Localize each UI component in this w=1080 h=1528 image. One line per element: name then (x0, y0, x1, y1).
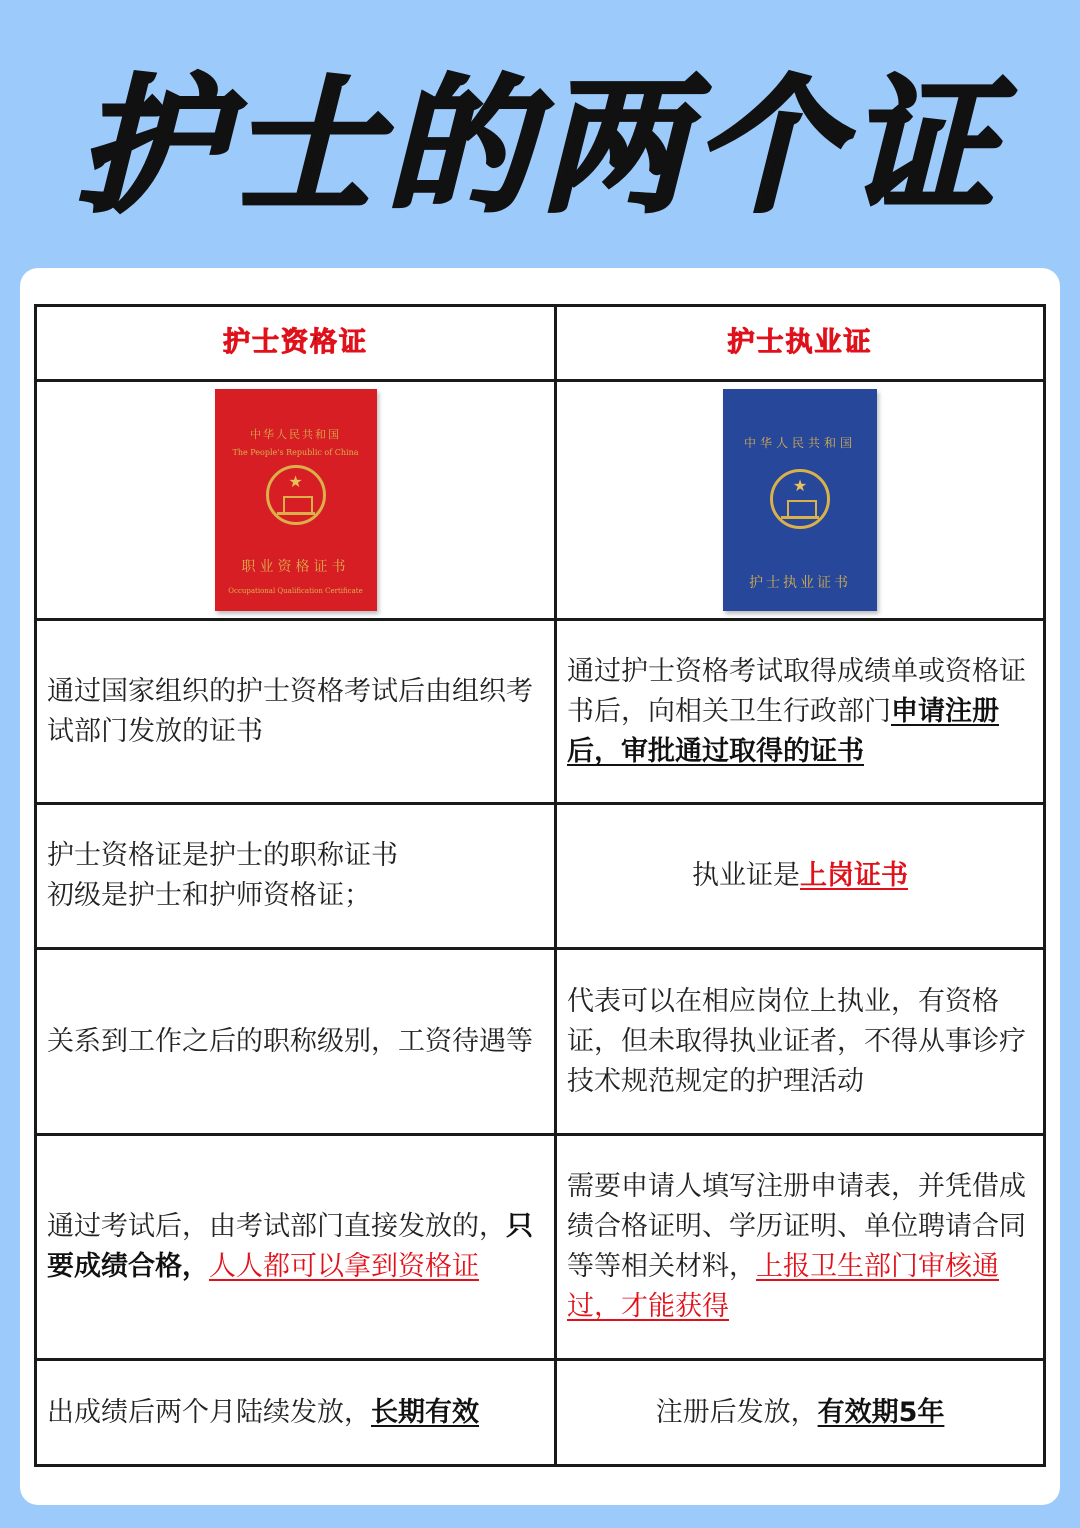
row2-left-line1: 护士资格证是护士的职称证书 (47, 840, 398, 871)
header-qualification-certificate: 护士资格证 (36, 306, 556, 381)
national-emblem-icon: ★ (770, 469, 830, 529)
qualification-certificate-image (215, 389, 377, 611)
row1-right-highlight: 申请注册后，审批通过取得的证书 (567, 695, 999, 767)
row4-left-highlight: 人人都可以拿到资格证 (209, 1251, 479, 1282)
table-row-images (36, 381, 1045, 620)
national-emblem-icon: ★ (266, 465, 326, 525)
row5-right-text: 注册后发放， (655, 1396, 818, 1428)
row3-left-text: 关系到工作之后的职称级别，工资待遇等 (47, 1025, 533, 1057)
table-header-row (36, 306, 1045, 381)
book-name-text: 职业资格证书 (241, 559, 350, 575)
row5-left-text: 出成绩后两个月陆续发放， (47, 1396, 371, 1428)
table-row (36, 1135, 1045, 1360)
comparison-table (34, 304, 1046, 1467)
row4-left-cell (36, 1135, 556, 1360)
practice-book-cell (556, 381, 1045, 620)
qualification-book-cell (36, 381, 556, 620)
row4-left-bold: 只要成绩合格， (47, 1211, 533, 1282)
row5-left-cell (36, 1360, 556, 1466)
row2-right-text: 执业证是 (692, 860, 800, 891)
row3-right-cell (556, 949, 1045, 1135)
table-row (36, 1360, 1045, 1466)
row4-right-cell (556, 1135, 1045, 1360)
table-row (36, 620, 1045, 804)
row2-left-cell (36, 804, 556, 949)
book-country-en-text: The People's Republic of China (232, 448, 359, 457)
book-name-en-text: Occupational Qualification Certificate (228, 587, 363, 595)
row1-left-text: 通过国家组织的护士资格考试后由组织考试部门发放的证书 (47, 675, 533, 747)
row4-right-text: 需要申请人填写注册申请表，并凭借成绩合格证明、学历证明、单位聘请合同等等相关材料， (567, 1171, 1026, 1282)
row1-right-text: 通过护士资格考试取得成绩单或资格证书后，向相关卫生行政部门 (567, 655, 1026, 727)
row5-right-highlight: 有效期5年 (817, 1396, 945, 1428)
row3-left-cell (36, 949, 556, 1135)
row1-left-cell (36, 620, 556, 804)
book-name-text: 护士执业证书 (749, 575, 851, 591)
row4-right-highlight: 上报卫生部门审核通过，才能获得 (567, 1251, 999, 1322)
table-row (36, 949, 1045, 1135)
row5-left-highlight: 长期有效 (371, 1396, 479, 1428)
row1-right-cell (556, 620, 1045, 804)
book-country-text: 中华人民共和国 (743, 436, 856, 450)
row2-left-line2: 初级是护士和护师资格证； (47, 880, 371, 911)
row5-right-cell (556, 1360, 1045, 1466)
row3-right-text: 代表可以在相应岗位上执业，有资格证，但未取得执业证者，不得从事诊疗技术规范规定的护理活动 (567, 985, 1026, 1097)
practice-certificate-image (723, 389, 877, 611)
table-row (36, 804, 1045, 949)
row4-left-text: 通过考试后，由考试部门直接发放的， (47, 1211, 506, 1242)
header-practice-certificate: 护士执业证 (556, 306, 1045, 381)
row2-right-cell (556, 804, 1045, 949)
page-title: 护士的两个证 (78, 62, 1002, 232)
row2-right-highlight: 上岗证书 (800, 860, 908, 891)
book-country-text: 中华人民共和国 (250, 428, 341, 441)
